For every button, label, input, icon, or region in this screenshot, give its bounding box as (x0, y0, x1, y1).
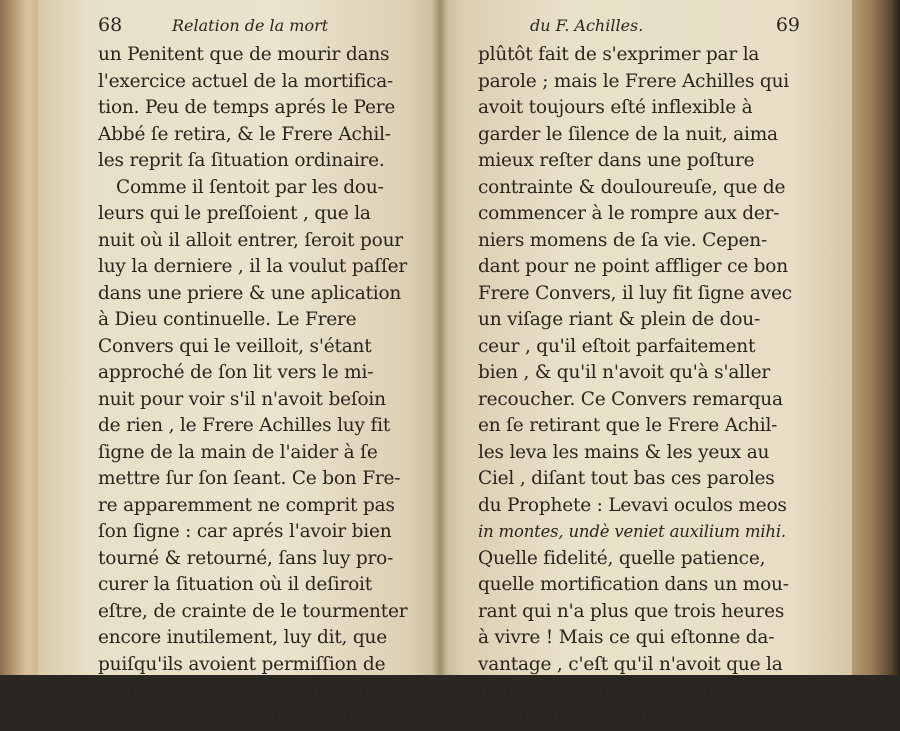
page-edges-right (852, 0, 900, 675)
text-line: contrainte & douloureuſe, que de (478, 175, 810, 202)
text-line: tion. Peu de temps aprés le Pere (98, 95, 433, 122)
text-line: bien , & qu'il n'avoit qu'à s'aller (478, 360, 810, 387)
text-line: couché ſur une paillaſſe piquée (478, 705, 810, 731)
text-line: nuit où il alloit entrer, ſeroit pour (98, 228, 433, 255)
text-line: ceur , qu'il eſtoit parfaitement (478, 334, 810, 361)
text-line: re apparemment ne comprit pas (98, 493, 433, 520)
text-line: Convers qui le veilloit, s'étant (98, 334, 433, 361)
text-line: ſon ſigne : car aprés l'avoir bien (98, 519, 433, 546)
text-line: plûtôt fait de s'exprimer par la (478, 42, 810, 69)
text-line: rant qui n'a plus que trois heures (478, 599, 810, 626)
text-line: un Penitent que de mourir dans (98, 42, 433, 69)
text-line: leurs qui le preſſoient , que la (98, 201, 433, 228)
left-page-text (98, 42, 433, 731)
text-line: à Dieu continuelle. Le Frere (98, 307, 433, 334)
left-running-head: Relation de la mort (172, 16, 328, 35)
text-line: Ciel , diſant tout bas ces paroles (478, 466, 810, 493)
right-running-head: du F. Achilles. (530, 16, 643, 35)
text-line: mieux reſter dans une poſture (478, 148, 810, 175)
text-line: commencer à le rompre aux der- (478, 201, 810, 228)
right-page-number: 69 (776, 14, 800, 36)
text-line: l'exercice actuel de la mortifica- (98, 69, 433, 96)
text-line: curer la ſituation où il deſiroit (98, 572, 433, 599)
right-page-header (530, 14, 800, 42)
left-page (38, 0, 440, 675)
text-line: Abbé ſe retira, & le Frere Achil- (98, 122, 433, 149)
book-gutter (432, 0, 448, 675)
text-line: les leva les mains & les yeux au (478, 440, 810, 467)
text-line: parler ( ce qu'on ne refuſe jamais (98, 678, 433, 705)
right-page (440, 0, 854, 675)
text-line: à vivre ! Mais ce qui eſtonne da- (478, 625, 810, 652)
text-line: les reprit ſa ſituation ordinaire. (98, 148, 433, 175)
left-page-header (98, 14, 418, 42)
left-page-number: 68 (98, 14, 122, 36)
text-line: puiſqu'ils avoient permiſſion de (98, 652, 433, 679)
right-page-text (478, 42, 810, 731)
text-line: Comme il ſentoit par les dou- (98, 175, 433, 202)
text-line: peau collée ſur les os, & qu'il étoit (478, 678, 810, 705)
text-line: recoucher. Ce Convers remarqua (478, 387, 810, 414)
text-line: garder le ſilence de la nuit, aima (478, 122, 810, 149)
text-line: nuit pour voir s'il n'avoit beſoin (98, 387, 433, 414)
text-line: parole ; mais le Frere Achilles qui (478, 69, 810, 96)
text-line: vantage , c'eſt qu'il n'avoit que la (478, 652, 810, 679)
text-line: encore inutilement, luy dit, que (98, 625, 433, 652)
text-line: mettre ſur ſon ſeant. Ce bon Fre- (98, 466, 433, 493)
text-line: Quelle fidelité, quelle patience, (478, 546, 810, 573)
text-line: avoit toujours eſté inflexible à (478, 95, 810, 122)
text-line: dans une priere & une aplication (98, 281, 433, 308)
text-line: un viſage riant & plein de dou- (478, 307, 810, 334)
text-line: niers momens de ſa vie. Cepen- (478, 228, 810, 255)
text-line: du Prophete : Levavi oculos meos (478, 493, 810, 520)
text-line: luy la derniere , il la voulut paſſer (98, 254, 433, 281)
text-line-italic: in montes, undè veniet auxilium mihi. (478, 519, 810, 546)
text-line: tourné & retourné, ſans luy pro- (98, 546, 433, 573)
text-line: dant pour ne point affliger ce bon (478, 254, 810, 281)
page-edges-left (0, 0, 40, 675)
text-line: en ſe retirant que le Frere Achil- (478, 413, 810, 440)
text-line: dans telles extrémitez ) ce ſeroit (98, 705, 433, 731)
text-line: eſtre, de crainte de le tourmenter (98, 599, 433, 626)
text-line: approché de ſon lit vers le mi- (98, 360, 433, 387)
text-line: Frere Convers, il luy fit ſigne avec (478, 281, 810, 308)
text-line: de rien , le Frere Achilles luy fit (98, 413, 433, 440)
text-line: quelle mortification dans un mou- (478, 572, 810, 599)
text-line: ſigne de la main de l'aider à ſe (98, 440, 433, 467)
